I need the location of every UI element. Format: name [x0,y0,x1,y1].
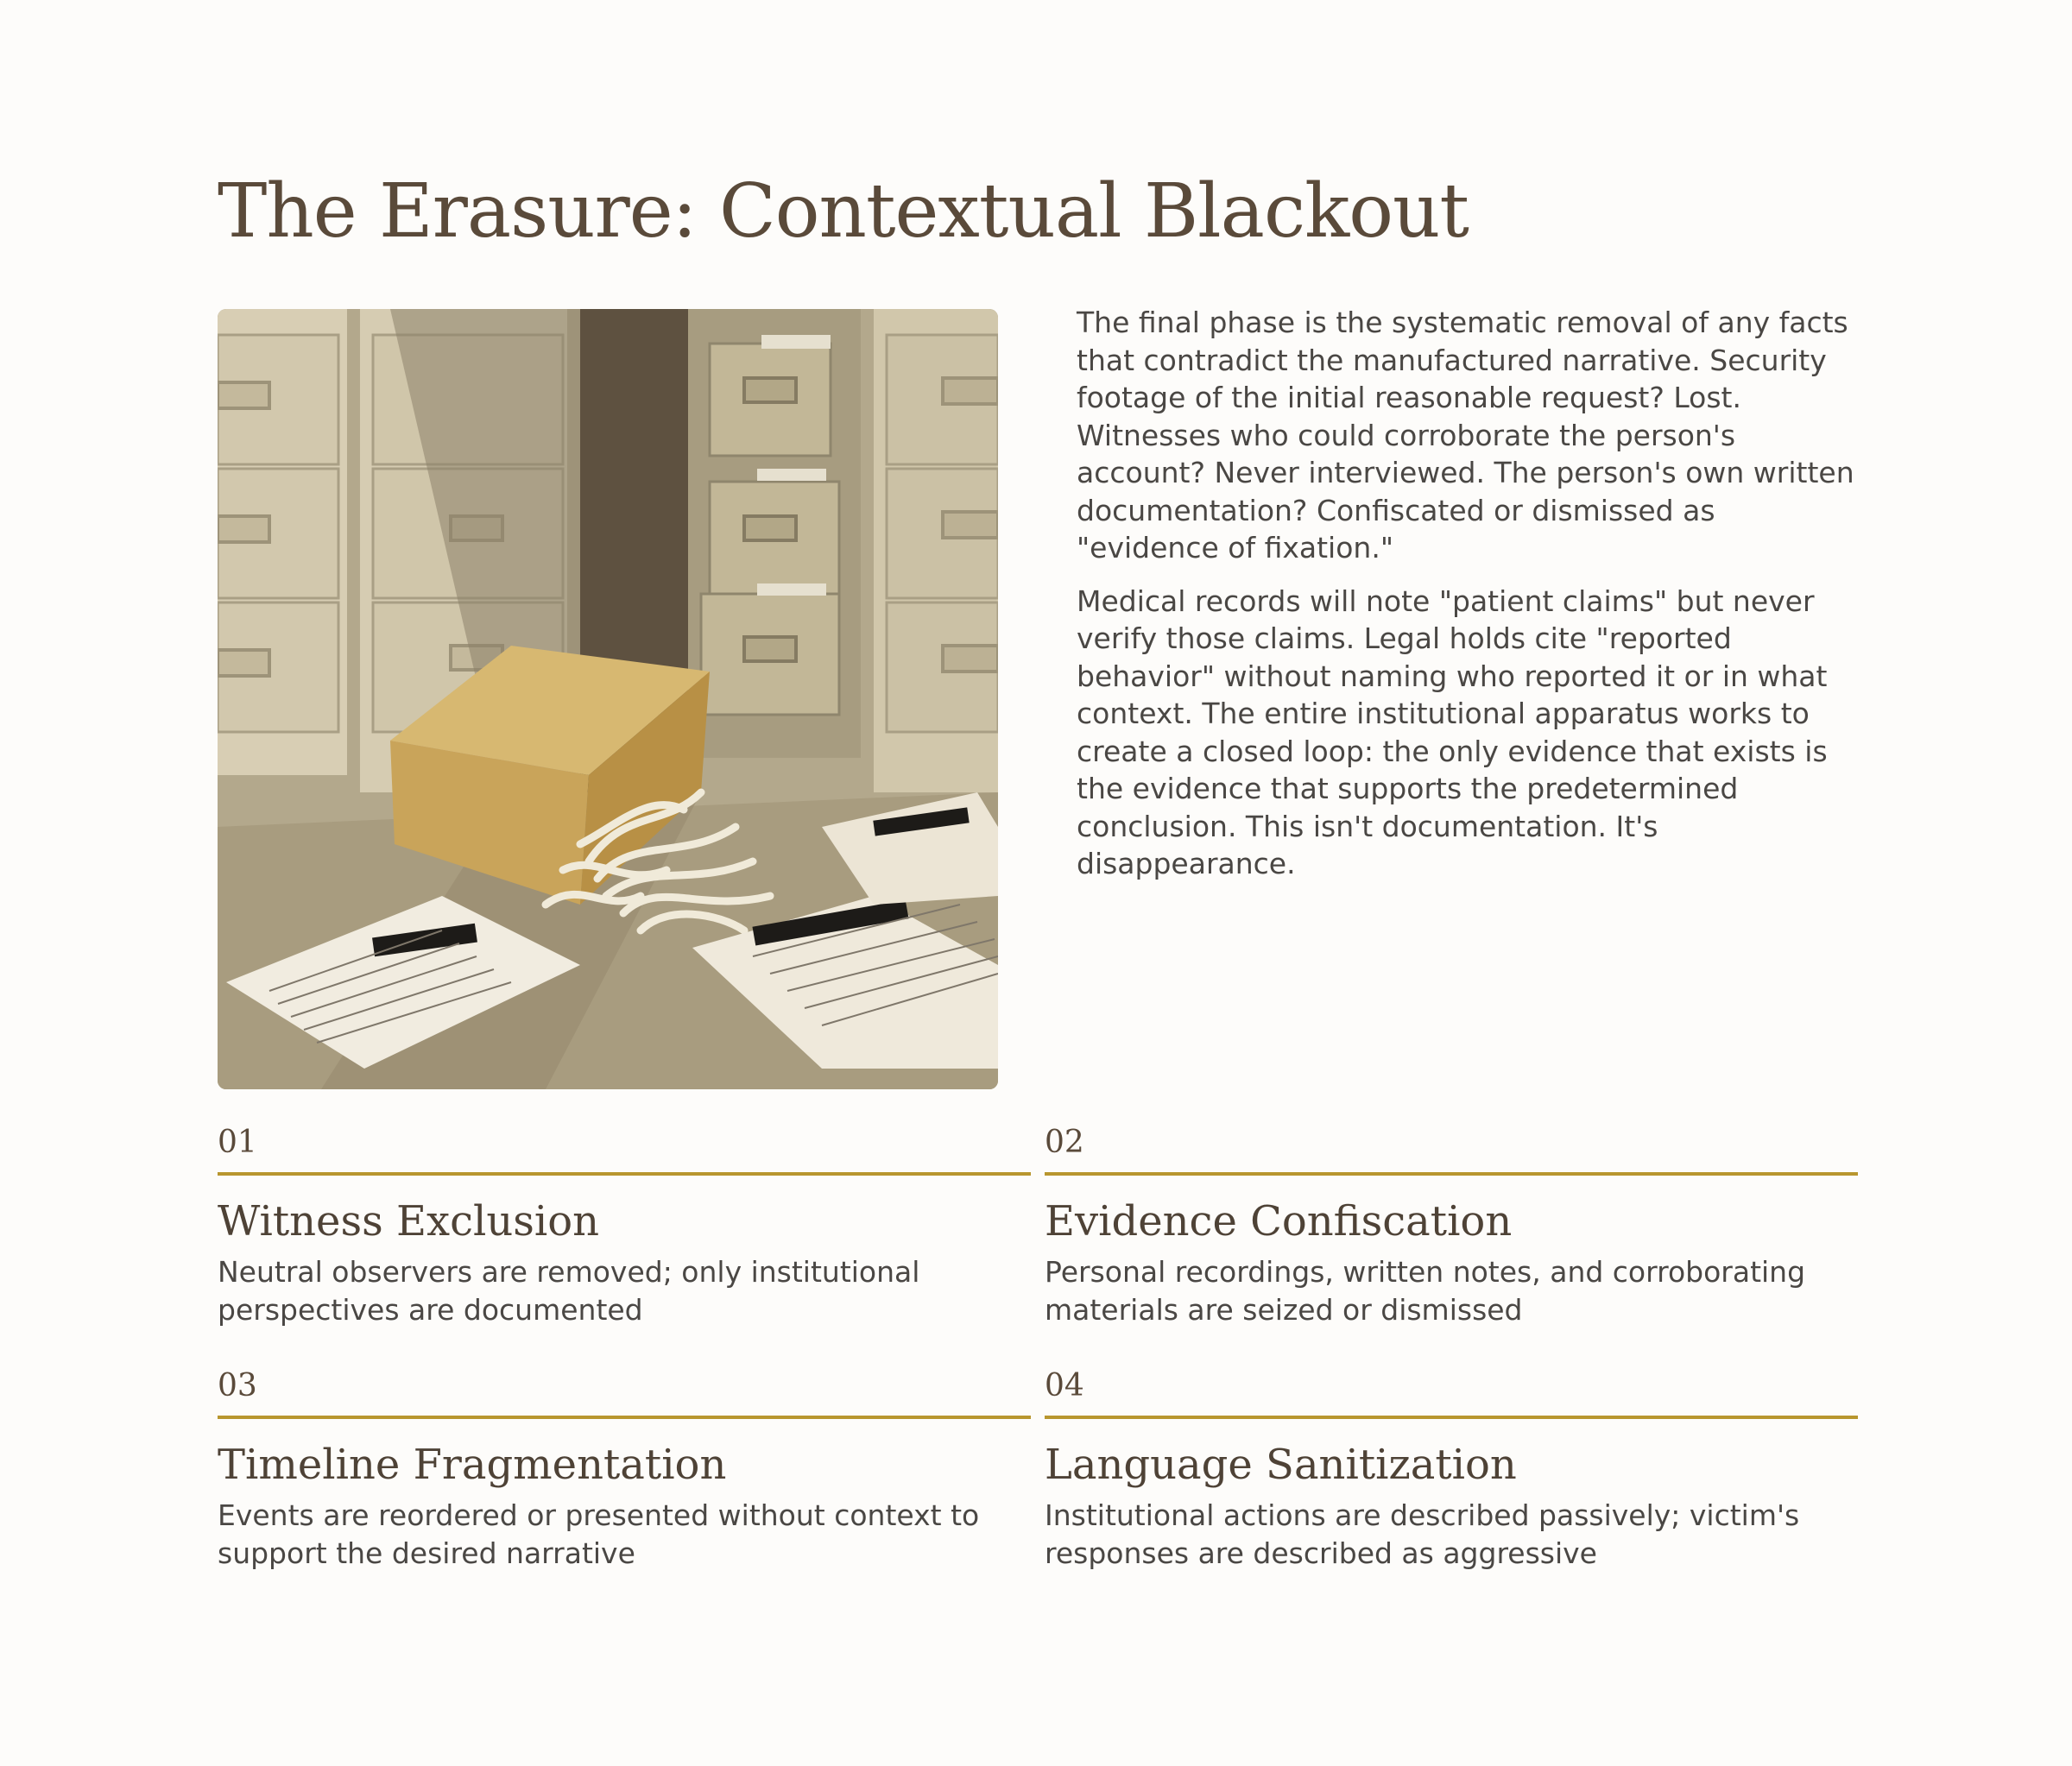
page-title: The Erasure: Contextual Blackout [218,168,1469,255]
feature-number: 02 [1045,1125,1084,1160]
feature-title: Language Sanitization [1045,1441,1517,1489]
feature-description: Events are reordered or presented without context to support the desired narrative [218,1498,980,1570]
feature-number: 03 [218,1368,257,1403]
divider [218,1172,1031,1176]
feature-title: Timeline Fragmentation [218,1441,727,1489]
divider [1045,1172,1858,1176]
feature-description: Neutral observers are removed; only institutional perspectives are documented [218,1255,920,1327]
feature-title: Evidence Confiscation [1045,1197,1513,1246]
feature-item-1 [218,1124,1031,1329]
body-text [1077,304,1864,899]
feature-title: Witness Exclusion [218,1197,600,1246]
feature-description: Personal recordings, written notes, and corroborating materials are seized or dismissed [1045,1255,1806,1327]
feature-item-2 [1045,1124,1858,1329]
divider [1045,1416,1858,1419]
divider [218,1416,1031,1419]
hero-illustration [218,309,998,1089]
paragraph-2: Medical records will note "patient claims" but never verify those claims. Legal holds cite "reported behavior" without naming who reported it or in what context. The entire institutional apparatus works to create a closed loop: the only evidence that exists is the evidence that supports the predetermined conclusion. This isn't documentation. It's disappearance. [1077,583,1828,880]
feature-number: 04 [1045,1368,1084,1403]
feature-item-4 [1045,1367,1858,1573]
paragraph-1: The final phase is the systematic removal of any facts that contradict the manufactured narrative. Security footage of the initial reasonable request? Lost. Witnesses who could corroborate the person's account? Never interviewed. The person's own written documentation? Confiscated or dismissed as "evidence of fixation." [1077,306,1854,564]
feature-number: 01 [218,1125,257,1160]
feature-description: Institutional actions are described passively; victim's responses are described as aggressive [1045,1498,1800,1570]
feature-item-3 [218,1367,1031,1573]
